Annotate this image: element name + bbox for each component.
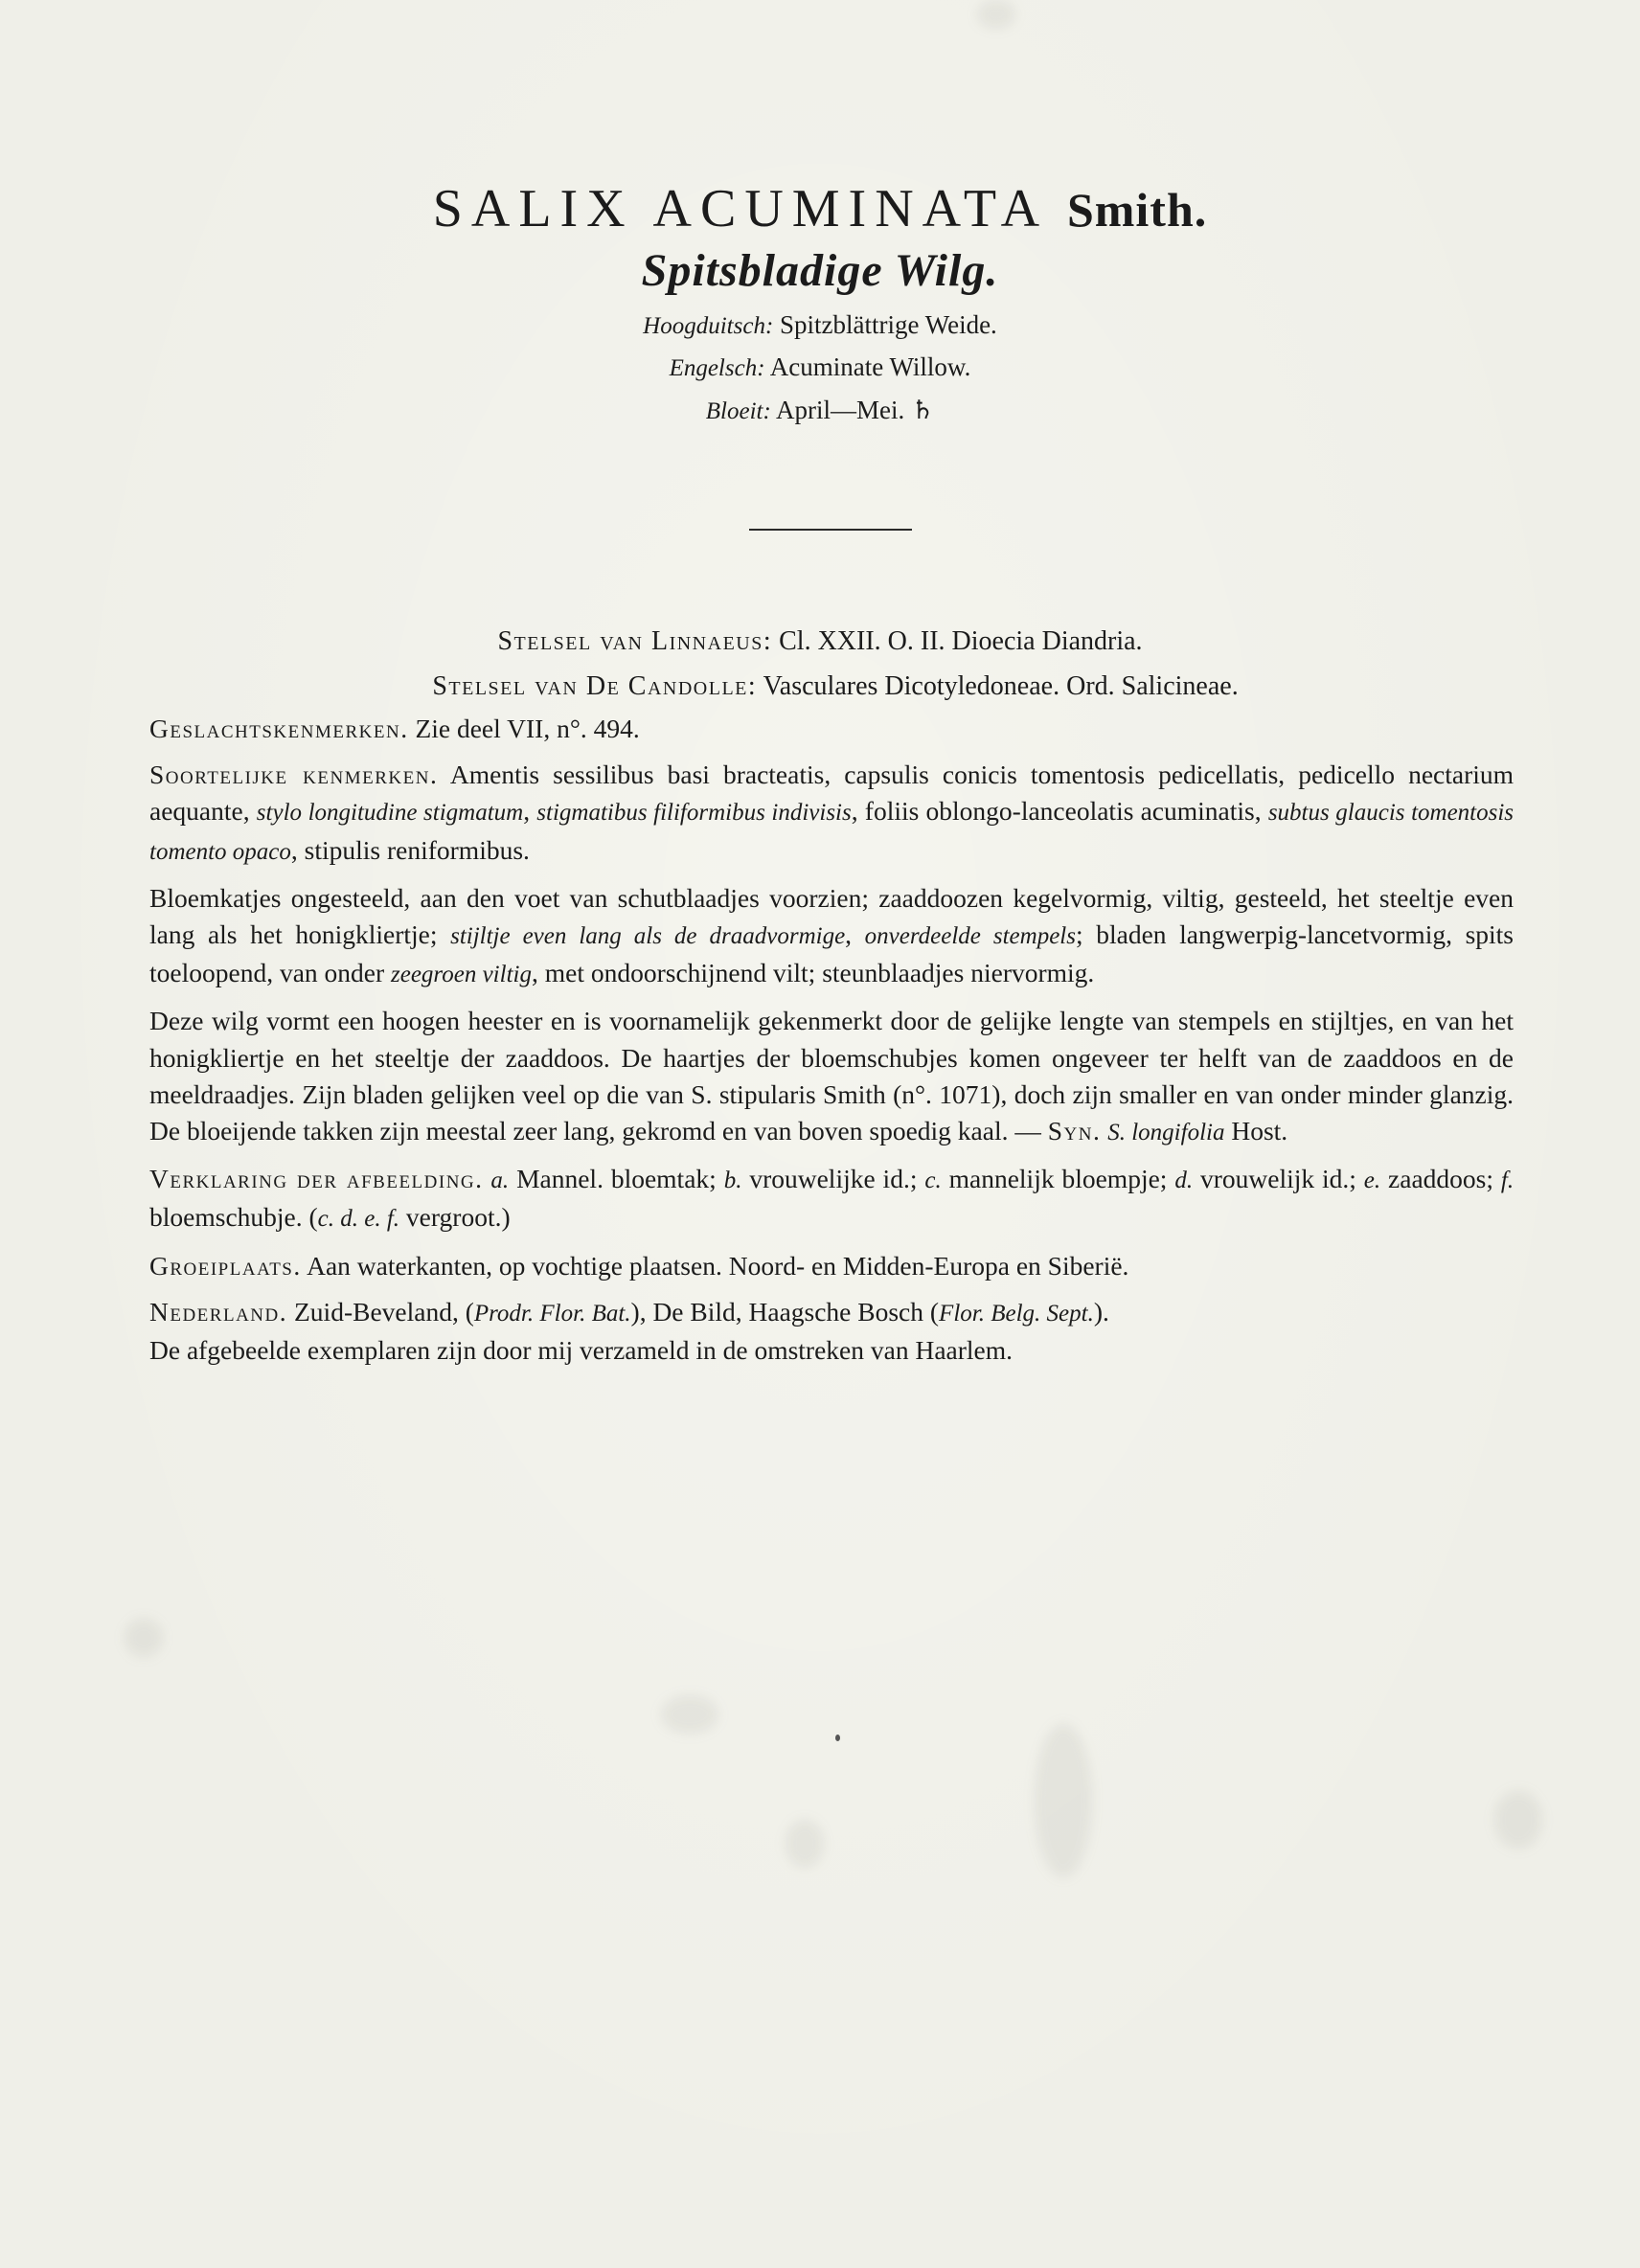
species-text-italic: stylo longitudine stigmatum (256, 800, 524, 827)
name-english (0, 352, 1640, 382)
description-italic: stijltje even lang als de draadvormige (450, 923, 846, 950)
figure-letter: a. (490, 1168, 510, 1194)
localities-text: ). (1093, 1296, 1109, 1327)
figure-text: vergroot.) (405, 1202, 511, 1233)
dutch-name: Spitsbladige Wilg. (641, 245, 999, 296)
description-italic: onverdeelde stempels (864, 923, 1076, 950)
figure-text: zaaddoos; (1388, 1164, 1494, 1194)
collection-note (149, 1332, 1514, 1369)
candolle-label: Stelsel van De Candolle: (432, 671, 758, 701)
paper-stain (1494, 1791, 1542, 1848)
figure-letters: c. d. e. f. (317, 1206, 400, 1233)
body-text (149, 711, 1514, 1378)
flowering-label: Bloeit: (705, 398, 771, 424)
name-german-value: Spitzblättrige Weide. (780, 310, 997, 339)
candolle-value: Vasculares Dicotyledoneae. Ord. Salicineae. (763, 671, 1239, 701)
remarks-text: Deze wilg vormt een hoogen heester en is voornamelijk gekenmerkt door de gelijke lengte van stempels en stijltjes, en van het honigkliertje en het steeltje der zaaddoos. De haartjes der bloemschubjes komen ongeveer ter helft van de zaaddoos en de meeldraadjes. Zijn bladen gelijken veel op die van S. stipularis Smith (n°. 1071), doch zijn smaller en van onder minder glanzig. De bloeijende takken zijn meestal zeer lang, gekromd en van boven spoedig kaal. — (149, 1006, 1514, 1146)
habitat-text: Aan waterkanten, op vochtige plaatsen. Noord- en Midden-Europa en Siberië. (307, 1250, 1129, 1281)
paper-stain (786, 1820, 824, 1868)
title-author: Smith. (1066, 183, 1208, 237)
synonym-label: Syn. (1047, 1116, 1102, 1146)
species-label: Soortelijke kenmerken. (149, 760, 439, 790)
description-text: , (845, 919, 853, 950)
description-text: , met ondoorschijnend vilt; steunblaadjes niervormig. (531, 958, 1095, 988)
remarks-paragraph (149, 1003, 1514, 1151)
figure-label: Verklaring der afbeelding. (149, 1164, 484, 1194)
figure-letter: b. (723, 1168, 742, 1194)
figure-text: bloemschubje. ( (149, 1202, 318, 1233)
figure-letter: f. (1500, 1168, 1515, 1194)
description-text: ; bladen langwerpig-lancetvormig, spits toeloopend, van onder (149, 919, 1514, 988)
reference-italic: Flor. Belg. Sept. (939, 1300, 1094, 1327)
linnaeus-value: Cl. XXII. O. II. Dioecia Diandria. (779, 626, 1143, 656)
reference-italic: Prodr. Flor. Bat. (473, 1300, 631, 1327)
netherlands-localities (149, 1294, 1514, 1332)
species-text: Amentis sessilibus basi bracteatis, capsulis conicis tomentosis pedicellatis, pedicello nectarium aequante, (149, 760, 1515, 827)
name-english-label: Engelsch: (669, 355, 765, 381)
species-text: , (523, 796, 531, 827)
name-german-label: Hoogduitsch: (643, 313, 774, 339)
flowering-time (0, 396, 1640, 425)
description-text: Bloemkatjes ongesteeld, aan den voet van schutblaadjes voorzien; zaaddoozen kegelvormig, viltig, gesteeld, het steeltje even lang als het honigkliertje; (149, 882, 1514, 950)
paper-stain (1035, 1724, 1092, 1877)
collection-text: De afgebeelde exemplaren zijn door mij verzameld in de omstreken van Haarlem. (149, 1335, 1014, 1366)
paper-speck (835, 1735, 840, 1741)
genus-label: Geslachtskenmerken. (149, 714, 409, 743)
title-species: SALIX ACUMINATA (432, 179, 1045, 238)
genus-text: Zie deel VII, n°. 494. (415, 714, 640, 743)
netherlands-label: Nederland. (149, 1296, 288, 1327)
synonym-name: S. longifolia (1107, 1120, 1225, 1146)
figure-text: mannelijk bloempje; (948, 1164, 1168, 1194)
localities-text: Zuid-Beveland, ( (294, 1296, 474, 1327)
description-italic: zeegroen viltig (391, 962, 532, 988)
species-text-italic: stigmatibus filiformibus indivisis (536, 800, 852, 827)
figure-text: Mannel. bloemtak; (516, 1164, 717, 1194)
page-title (0, 178, 1640, 239)
species-characters (149, 757, 1514, 871)
figure-text: vrouwelijk id.; (1199, 1164, 1356, 1194)
localities-text: ), De Bild, Haagsche Bosch ( (630, 1296, 940, 1327)
system-candolle (15, 671, 1640, 702)
paper-stain (661, 1695, 718, 1734)
habitat (149, 1248, 1514, 1284)
species-text: , stipulis reniformibus. (290, 834, 530, 865)
figure-text: vrouwelijke id.; (749, 1164, 918, 1194)
dutch-description (149, 880, 1514, 994)
figure-letter: e. (1363, 1168, 1381, 1194)
species-text: , foliis oblongo-lanceolatis acuminatis, (851, 796, 1262, 827)
synonym-author: Host. (1231, 1116, 1288, 1146)
figure-explanation (149, 1161, 1514, 1237)
species-text-italic: subtus glaucis tomentosis tomento opaco (149, 800, 1515, 865)
genus-characters (149, 711, 1514, 747)
figure-letter: d. (1174, 1168, 1194, 1194)
divider-rule (749, 529, 912, 531)
linnaeus-label: Stelsel van Linnaeus: (497, 626, 773, 656)
system-linnaeus (0, 626, 1640, 657)
name-english-value: Acuminate Willow. (769, 352, 971, 381)
name-german (0, 310, 1640, 340)
habitat-label: Groeiplaats. (149, 1250, 302, 1281)
paper-stain (977, 0, 1015, 29)
flowering-value: April—Mei. ♄ (776, 396, 935, 424)
paper-stain (125, 1619, 163, 1657)
figure-letter: c. (924, 1168, 942, 1194)
